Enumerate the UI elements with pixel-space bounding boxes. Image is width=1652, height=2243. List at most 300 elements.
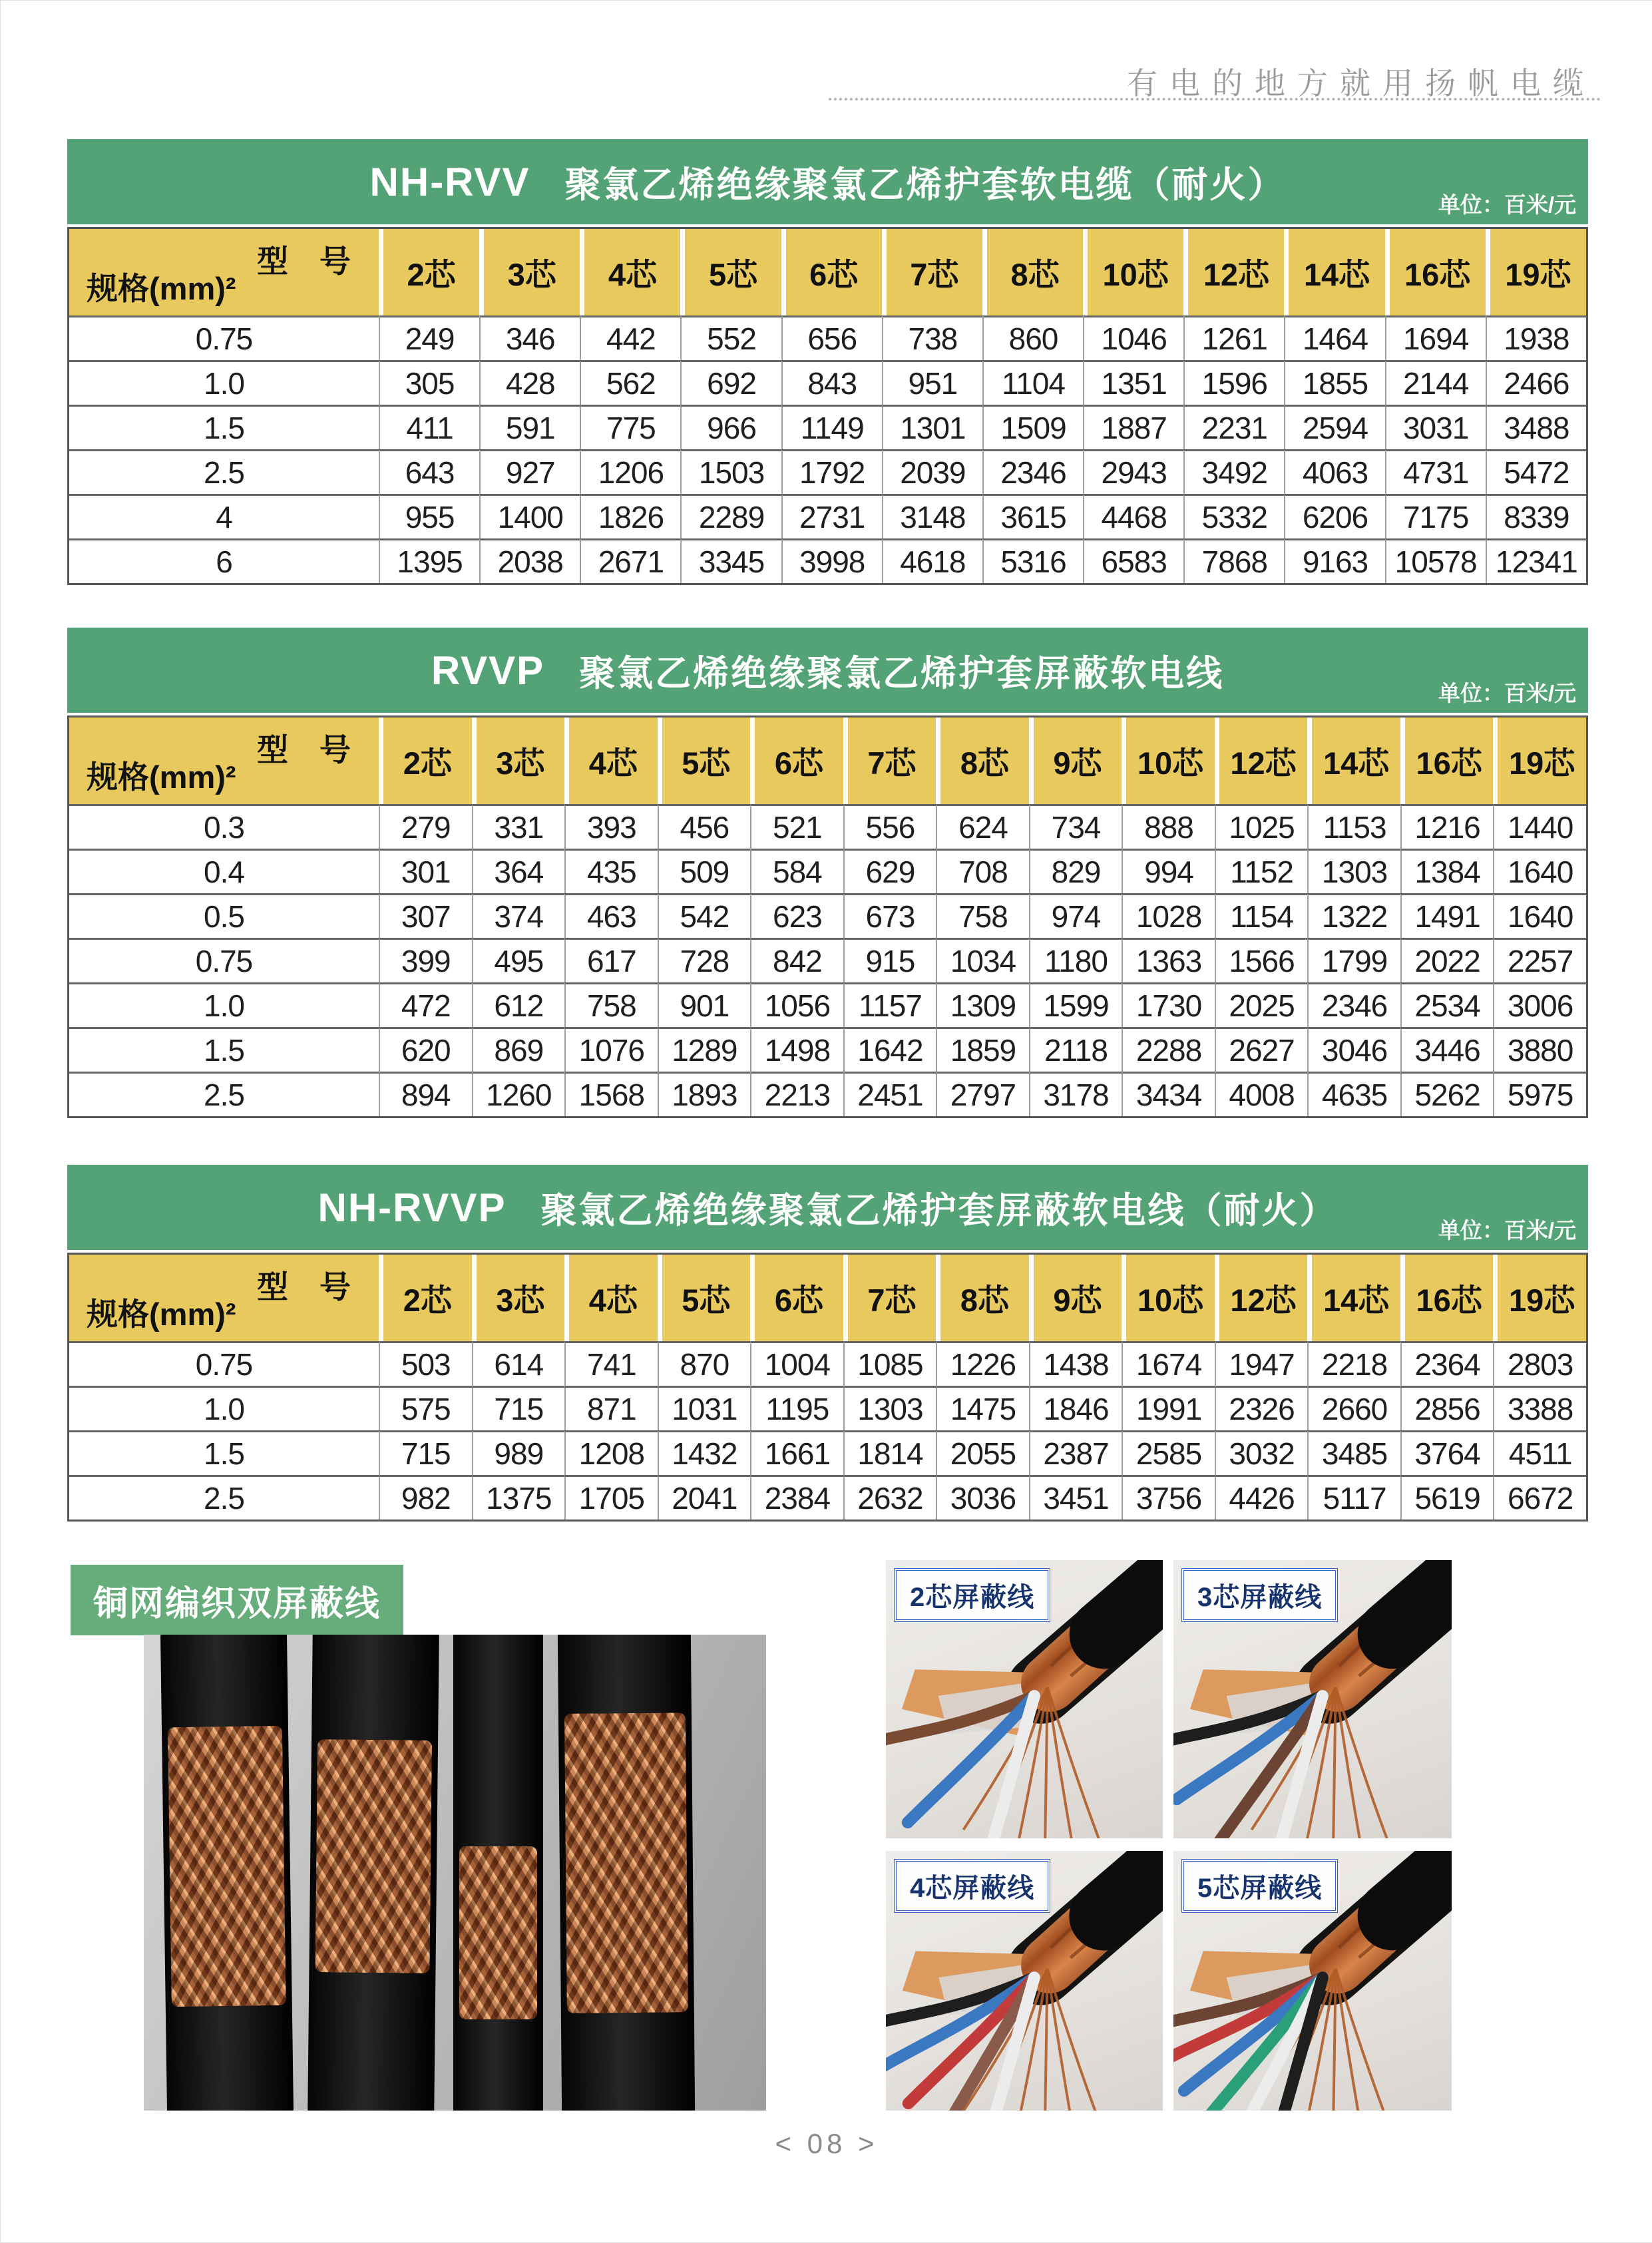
price-cell: 3756 <box>1122 1475 1215 1520</box>
price-cell: 8339 <box>1486 494 1586 538</box>
price-cell: 4635 <box>1307 1072 1400 1116</box>
price-cell: 708 <box>936 849 1029 893</box>
price-cell: 3046 <box>1307 1027 1400 1072</box>
col-header: 5芯 <box>658 1255 751 1341</box>
table-row <box>69 982 1586 1027</box>
price-cell: 1028 <box>1122 893 1215 938</box>
price-cell: 2022 <box>1400 938 1494 982</box>
price-cell: 411 <box>379 405 479 449</box>
copper-braid <box>459 1846 537 2019</box>
col-header: 19芯 <box>1493 1255 1586 1341</box>
price-cell: 12341 <box>1486 538 1586 583</box>
table-code: RVVP <box>431 648 545 693</box>
corner-cell <box>69 1255 379 1341</box>
price-cell: 1400 <box>479 494 580 538</box>
price-cell: 2731 <box>781 494 882 538</box>
price-cell: 1260 <box>472 1072 565 1116</box>
spec-cell: 0.5 <box>69 893 379 938</box>
price-cell: 1322 <box>1307 893 1400 938</box>
price-cell: 715 <box>472 1386 565 1430</box>
spec-cell: 2.5 <box>69 1475 379 1520</box>
col-header: 7芯 <box>843 1255 936 1341</box>
price-cell: 1674 <box>1122 1341 1215 1386</box>
price-cell: 1303 <box>843 1386 936 1430</box>
price-cell: 1596 <box>1183 360 1284 405</box>
price-cell: 888 <box>1122 804 1215 849</box>
price-cell: 5117 <box>1307 1475 1400 1520</box>
price-cell: 2387 <box>1029 1430 1122 1475</box>
price-cell: 2257 <box>1493 938 1586 982</box>
price-cell: 1303 <box>1307 849 1400 893</box>
price-cell: 562 <box>580 360 680 405</box>
photo-label: 3芯屏蔽线 <box>1181 1568 1338 1622</box>
corner-label-spec: 规格(mm)² <box>87 1297 236 1332</box>
spec-cell: 0.3 <box>69 804 379 849</box>
price-cell: 4426 <box>1215 1475 1308 1520</box>
price-cell: 673 <box>843 893 936 938</box>
price-cell: 2534 <box>1400 982 1494 1027</box>
price-cell: 1792 <box>781 449 882 494</box>
price-cell: 1475 <box>936 1386 1029 1430</box>
col-header: 6芯 <box>781 229 882 315</box>
price-cell: 249 <box>379 315 479 360</box>
copper-braid <box>315 1739 432 1973</box>
price-cell: 901 <box>658 982 751 1027</box>
price-cell: 3036 <box>936 1475 1029 1520</box>
price-cell: 374 <box>472 893 565 938</box>
price-cell: 758 <box>564 982 658 1027</box>
price-table-nh-rvvp <box>67 1165 1588 1522</box>
cable-photo-strand <box>308 1635 439 2111</box>
price-cell: 1799 <box>1307 938 1400 982</box>
col-header: 7芯 <box>882 229 982 315</box>
price-cell: 463 <box>564 893 658 938</box>
price-cell: 2038 <box>479 538 580 583</box>
col-header: 2芯 <box>379 229 479 315</box>
price-cell: 3031 <box>1385 405 1486 449</box>
price-cell: 1859 <box>936 1027 1029 1072</box>
price-cell: 3178 <box>1029 1072 1122 1116</box>
price-table-rvvp <box>67 628 1588 1118</box>
price-cell: 869 <box>472 1027 565 1072</box>
price-cell: 5332 <box>1183 494 1284 538</box>
price-cell: 758 <box>936 893 1029 938</box>
price-cell: 1498 <box>750 1027 843 1072</box>
price-cell: 7175 <box>1385 494 1486 538</box>
table-row <box>69 1027 1586 1072</box>
price-cell: 1814 <box>843 1430 936 1475</box>
price-cell: 6583 <box>1083 538 1183 583</box>
price-cell: 4008 <box>1215 1072 1308 1116</box>
price-cell: 1301 <box>882 405 982 449</box>
price-cell: 5975 <box>1493 1072 1586 1116</box>
price-cell: 2326 <box>1215 1386 1308 1430</box>
table-title: 聚氯乙烯绝缘聚氯乙烯护套屏蔽软电线（耐火） <box>540 1190 1338 1231</box>
col-header: 3芯 <box>472 717 565 804</box>
price-cell: 624 <box>936 804 1029 849</box>
price-cell: 428 <box>479 360 580 405</box>
spec-cell: 0.75 <box>69 1341 379 1386</box>
corner-label-model: 型 号 <box>257 1269 351 1305</box>
price-cell: 6206 <box>1284 494 1384 538</box>
price-cell: 2346 <box>1307 982 1400 1027</box>
price-cell: 1855 <box>1284 360 1384 405</box>
col-header: 6芯 <box>750 1255 843 1341</box>
col-header: 3芯 <box>472 1255 565 1341</box>
price-cell: 591 <box>479 405 580 449</box>
price-cell: 1031 <box>658 1386 751 1430</box>
price-cell: 1947 <box>1215 1341 1308 1386</box>
price-cell: 435 <box>564 849 658 893</box>
col-header: 4芯 <box>580 229 680 315</box>
price-cell: 2218 <box>1307 1341 1400 1386</box>
price-cell: 2632 <box>843 1475 936 1520</box>
price-cell: 301 <box>379 849 472 893</box>
price-cell: 656 <box>781 315 882 360</box>
price-cell: 1705 <box>564 1475 658 1520</box>
table-row <box>69 849 1586 893</box>
corner-label-spec: 规格(mm)² <box>87 271 236 306</box>
table-row <box>69 1386 1586 1430</box>
price-cell: 871 <box>564 1386 658 1430</box>
price-cell: 1309 <box>936 982 1029 1027</box>
price-cell: 3764 <box>1400 1430 1494 1475</box>
price-cell: 5316 <box>982 538 1083 583</box>
price-cell: 1085 <box>843 1341 936 1386</box>
price-cell: 3434 <box>1122 1072 1215 1116</box>
col-header: 10芯 <box>1122 717 1215 804</box>
corner-label-model: 型 号 <box>257 244 351 279</box>
price-cell: 584 <box>750 849 843 893</box>
col-header: 8芯 <box>936 717 1029 804</box>
table-title-bar <box>67 139 1588 224</box>
price-cell: 643 <box>379 449 479 494</box>
col-header: 16芯 <box>1385 229 1486 315</box>
price-cell: 4731 <box>1385 449 1486 494</box>
header-row <box>69 717 1586 804</box>
price-cell: 1195 <box>750 1386 843 1430</box>
table-row <box>69 1430 1586 1475</box>
price-cell: 741 <box>564 1341 658 1386</box>
spec-cell: 1.0 <box>69 982 379 1027</box>
col-header: 7芯 <box>843 717 936 804</box>
corner-cell <box>69 717 379 804</box>
price-cell: 1491 <box>1400 893 1494 938</box>
col-header: 14芯 <box>1284 229 1384 315</box>
price-cell: 2943 <box>1083 449 1183 494</box>
spec-cell: 2.5 <box>69 449 379 494</box>
price-cell: 2346 <box>982 449 1083 494</box>
price-cell: 1216 <box>1400 804 1494 849</box>
price-cell: 3451 <box>1029 1475 1122 1520</box>
price-cell: 1153 <box>1307 804 1400 849</box>
price-cell: 1104 <box>982 360 1083 405</box>
price-cell: 279 <box>379 804 472 849</box>
price-cell: 3615 <box>982 494 1083 538</box>
price-grid <box>67 715 1588 1118</box>
col-header: 12芯 <box>1215 717 1308 804</box>
price-cell: 542 <box>658 893 751 938</box>
col-header: 19芯 <box>1493 717 1586 804</box>
table-row <box>69 1341 1586 1386</box>
price-cell: 4063 <box>1284 449 1384 494</box>
price-cell: 1395 <box>379 538 479 583</box>
price-grid <box>67 1253 1588 1522</box>
price-cell: 843 <box>781 360 882 405</box>
corner-label-model: 型 号 <box>257 732 351 767</box>
price-cell: 1208 <box>564 1430 658 1475</box>
price-cell: 5619 <box>1400 1475 1494 1520</box>
price-cell: 966 <box>680 405 781 449</box>
table-code: NH-RVVP <box>317 1185 507 1230</box>
price-cell: 1640 <box>1493 893 1586 938</box>
price-cell: 1046 <box>1083 315 1183 360</box>
price-cell: 3880 <box>1493 1027 1586 1072</box>
price-cell: 10578 <box>1385 538 1486 583</box>
price-cell: 738 <box>882 315 982 360</box>
col-header: 4芯 <box>564 1255 658 1341</box>
price-cell: 2231 <box>1183 405 1284 449</box>
price-cell: 1261 <box>1183 315 1284 360</box>
price-cell: 1384 <box>1400 849 1494 893</box>
price-cell: 623 <box>750 893 843 938</box>
header-slogan: 有电的地方就用扬帆电缆 <box>1127 66 1595 101</box>
price-cell: 2025 <box>1215 982 1308 1027</box>
price-cell: 842 <box>750 938 843 982</box>
price-cell: 1991 <box>1122 1386 1215 1430</box>
price-cell: 2671 <box>580 538 680 583</box>
price-cell: 2364 <box>1400 1341 1494 1386</box>
price-cell: 2041 <box>658 1475 751 1520</box>
table-row <box>69 893 1586 938</box>
price-cell: 870 <box>658 1341 751 1386</box>
price-cell: 3446 <box>1400 1027 1494 1072</box>
price-cell: 915 <box>843 938 936 982</box>
price-cell: 614 <box>472 1341 565 1386</box>
price-cell: 305 <box>379 360 479 405</box>
spec-cell: 6 <box>69 538 379 583</box>
price-cell: 575 <box>379 1386 472 1430</box>
price-cell: 1025 <box>1215 804 1308 849</box>
table-row <box>69 938 1586 982</box>
price-cell: 2055 <box>936 1430 1029 1475</box>
price-cell: 3388 <box>1493 1386 1586 1430</box>
price-cell: 1432 <box>658 1430 751 1475</box>
price-cell: 4618 <box>882 538 982 583</box>
price-cell: 1180 <box>1029 938 1122 982</box>
table-title-bar <box>67 628 1588 713</box>
col-header: 14芯 <box>1307 1255 1400 1341</box>
price-cell: 3998 <box>781 538 882 583</box>
col-header: 4芯 <box>564 717 658 804</box>
table-row <box>69 1072 1586 1116</box>
corner-label-spec: 规格(mm)² <box>87 759 236 795</box>
price-grid <box>67 227 1588 585</box>
shielded-cable-photo-3core <box>1173 1560 1452 1838</box>
price-cell: 612 <box>472 982 565 1027</box>
price-cell: 1568 <box>564 1072 658 1116</box>
price-cell: 556 <box>843 804 936 849</box>
cable-photo-strand <box>160 1635 294 2111</box>
spec-cell: 2.5 <box>69 1072 379 1116</box>
col-header: 19芯 <box>1486 229 1586 315</box>
col-header: 10芯 <box>1122 1255 1215 1341</box>
price-cell: 1438 <box>1029 1341 1122 1386</box>
price-cell: 3032 <box>1215 1430 1308 1475</box>
price-table-nh-rvv <box>67 139 1588 585</box>
price-cell: 1351 <box>1083 360 1183 405</box>
price-cell: 1730 <box>1122 982 1215 1027</box>
price-cell: 2039 <box>882 449 982 494</box>
price-cell: 629 <box>843 849 936 893</box>
price-cell: 1694 <box>1385 315 1486 360</box>
table-row <box>69 360 1586 405</box>
spec-cell: 0.75 <box>69 315 379 360</box>
price-cell: 728 <box>658 938 751 982</box>
price-cell: 2451 <box>843 1072 936 1116</box>
price-cell: 346 <box>479 315 580 360</box>
price-cell: 775 <box>580 405 680 449</box>
price-cell: 1289 <box>658 1027 751 1072</box>
col-header: 2芯 <box>379 717 472 804</box>
corner-cell <box>69 229 379 315</box>
spec-cell: 0.75 <box>69 938 379 982</box>
price-cell: 331 <box>472 804 565 849</box>
col-header: 8芯 <box>982 229 1083 315</box>
table-unit: 单位：百米/元 <box>1438 681 1576 706</box>
table-row <box>69 449 1586 494</box>
table-unit: 单位：百米/元 <box>1438 192 1576 217</box>
photo-label: 4芯屏蔽线 <box>894 1859 1050 1913</box>
price-cell: 1154 <box>1215 893 1308 938</box>
spec-cell: 0.4 <box>69 849 379 893</box>
header-row <box>69 229 1586 315</box>
col-header: 9芯 <box>1029 717 1122 804</box>
price-cell: 307 <box>379 893 472 938</box>
table-code: NH-RVV <box>369 159 530 204</box>
col-header: 10芯 <box>1083 229 1183 315</box>
price-cell: 1363 <box>1122 938 1215 982</box>
col-header: 9芯 <box>1029 1255 1122 1341</box>
header-dotted-rule <box>829 98 1601 101</box>
spec-cell: 1.0 <box>69 1386 379 1430</box>
price-cell: 393 <box>564 804 658 849</box>
col-header: 5芯 <box>680 229 781 315</box>
price-cell: 2627 <box>1215 1027 1308 1072</box>
price-cell: 1846 <box>1029 1386 1122 1430</box>
col-header: 8芯 <box>936 1255 1029 1341</box>
price-cell: 951 <box>882 360 982 405</box>
price-cell: 617 <box>564 938 658 982</box>
photo-label: 2芯屏蔽线 <box>894 1568 1050 1622</box>
price-cell: 2118 <box>1029 1027 1122 1072</box>
price-cell: 1464 <box>1284 315 1384 360</box>
price-cell: 734 <box>1029 804 1122 849</box>
price-cell: 2660 <box>1307 1386 1400 1430</box>
price-cell: 509 <box>658 849 751 893</box>
price-cell: 2213 <box>750 1072 843 1116</box>
price-cell: 2466 <box>1486 360 1586 405</box>
price-cell: 5472 <box>1486 449 1586 494</box>
price-cell: 1152 <box>1215 849 1308 893</box>
price-cell: 974 <box>1029 893 1122 938</box>
copper-braid <box>168 1726 286 2007</box>
col-header: 16芯 <box>1400 717 1494 804</box>
price-cell: 1938 <box>1486 315 1586 360</box>
price-cell: 1034 <box>936 938 1029 982</box>
price-cell: 692 <box>680 360 781 405</box>
price-cell: 1375 <box>472 1475 565 1520</box>
price-cell: 1076 <box>564 1027 658 1072</box>
price-cell: 1440 <box>1493 804 1586 849</box>
price-cell: 1566 <box>1215 938 1308 982</box>
table-row <box>69 405 1586 449</box>
spec-cell: 1.5 <box>69 1430 379 1475</box>
spec-cell: 1.5 <box>69 405 379 449</box>
price-cell: 3006 <box>1493 982 1586 1027</box>
price-cell: 6672 <box>1493 1475 1586 1520</box>
price-cell: 5262 <box>1400 1072 1494 1116</box>
col-header: 6芯 <box>750 717 843 804</box>
table-title: 聚氯乙烯绝缘聚氯乙烯护套屏蔽软电线 <box>579 653 1225 694</box>
shielded-cable-photo-4core <box>886 1851 1163 2111</box>
price-cell: 7868 <box>1183 538 1284 583</box>
price-cell: 1157 <box>843 982 936 1027</box>
col-header: 3芯 <box>479 229 580 315</box>
price-cell: 2289 <box>680 494 781 538</box>
header-row <box>69 1255 1586 1341</box>
price-cell: 1642 <box>843 1027 936 1072</box>
table-row <box>69 494 1586 538</box>
price-cell: 399 <box>379 938 472 982</box>
price-cell: 456 <box>658 804 751 849</box>
price-cell: 1004 <box>750 1341 843 1386</box>
price-cell: 2144 <box>1385 360 1486 405</box>
price-cell: 3488 <box>1486 405 1586 449</box>
price-cell: 3492 <box>1183 449 1284 494</box>
price-cell: 3148 <box>882 494 982 538</box>
price-cell: 1206 <box>580 449 680 494</box>
table-row <box>69 538 1586 583</box>
photo-label: 5芯屏蔽线 <box>1181 1859 1338 1913</box>
price-cell: 1887 <box>1083 405 1183 449</box>
copper-braid <box>564 1713 688 2013</box>
copper-braid-cables-photo <box>144 1635 766 2111</box>
col-header: 16芯 <box>1400 1255 1494 1341</box>
price-cell: 2585 <box>1122 1430 1215 1475</box>
section-label-double-shield: 铜网编织双屏蔽线 <box>71 1565 403 1635</box>
price-cell: 982 <box>379 1475 472 1520</box>
spec-cell: 4 <box>69 494 379 538</box>
price-cell: 829 <box>1029 849 1122 893</box>
price-cell: 1226 <box>936 1341 1029 1386</box>
spec-cell: 1.0 <box>69 360 379 405</box>
price-cell: 472 <box>379 982 472 1027</box>
table-row <box>69 804 1586 849</box>
price-cell: 1893 <box>658 1072 751 1116</box>
col-header: 5芯 <box>658 717 751 804</box>
table-unit: 单位：百米/元 <box>1438 1218 1576 1243</box>
price-cell: 989 <box>472 1430 565 1475</box>
col-header: 14芯 <box>1307 717 1400 804</box>
price-cell: 2594 <box>1284 405 1384 449</box>
price-cell: 994 <box>1122 849 1215 893</box>
price-cell: 1503 <box>680 449 781 494</box>
page-number: < 08 > <box>775 2128 879 2159</box>
shielded-cable-photo-2core <box>886 1560 1163 1838</box>
price-cell: 9163 <box>1284 538 1384 583</box>
price-cell: 442 <box>580 315 680 360</box>
